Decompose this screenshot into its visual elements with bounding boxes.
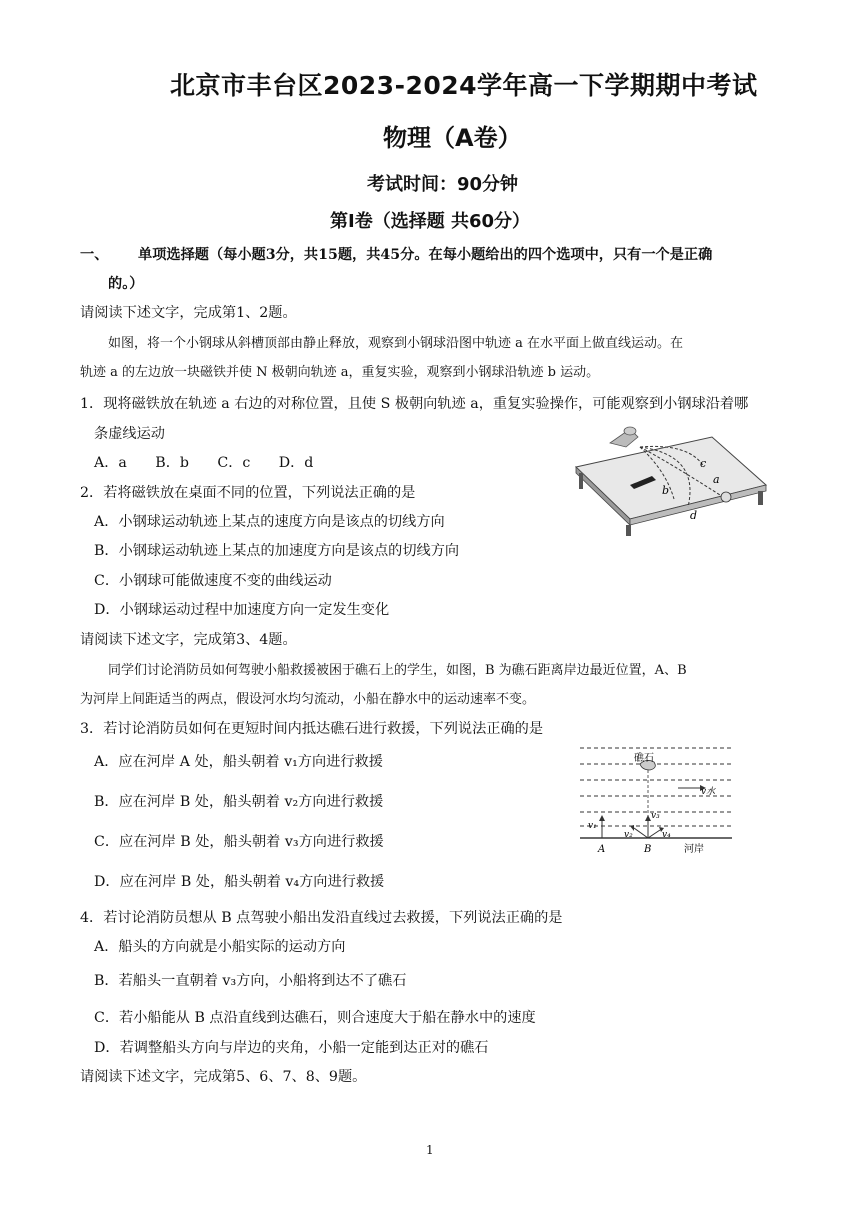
section-number: 一、 xyxy=(80,247,109,263)
figure2-rock-label: 礁石 xyxy=(634,753,654,764)
group2-passage-line1: 同学们讨论消防员如何驾驶小船救援被困于礁石上的学生，如图，B 为礁石距离岸边最近位置，A、B xyxy=(108,663,687,678)
q3-option-a: A．应在河岸 A 处，船头朝着 v₁方向进行救援 xyxy=(94,754,383,770)
group1-intro: 请阅读下述文字，完成第1、2题。 xyxy=(80,305,297,321)
q3-option-d: D．应在河岸 B 处，船头朝着 v₄方向进行救援 xyxy=(94,874,385,890)
exam-part: 第Ⅰ卷（选择题 共60分） xyxy=(330,211,531,232)
exam-title: 北京市丰台区2023-2024学年高一下学期期中考试 xyxy=(170,71,758,100)
q3-option-c: C．应在河岸 B 处，船头朝着 v₃方向进行救援 xyxy=(94,834,384,850)
section-instruction-line2: 的。） xyxy=(108,276,144,292)
figure2-v2-label: v₂ xyxy=(624,830,633,840)
figure1-label-c: c xyxy=(700,457,707,470)
group2-passage-line2: 为河岸上间距适当的两点，假设河水均匀流动，小船在静水中的运动速率不变。 xyxy=(80,692,536,707)
q4-option-d: D．若调整船头方向与岸边的夹角，小船一定能到达正对的礁石 xyxy=(94,1040,489,1056)
q3-option-b: B．应在河岸 B 处，船头朝着 v₂方向进行救援 xyxy=(94,794,384,810)
q1-stem-line1: 1．现将磁铁放在轨迹 a 右边的对称位置，且使 S 极朝向轨迹 a，重复实验操作，可能观察到小钢球沿着哪 xyxy=(80,396,749,412)
q3-stem: 3．若讨论消防员如何在更短时间内抵达礁石进行救援，下列说法正确的是 xyxy=(80,721,544,737)
q2-stem: 2．若将磁铁放在桌面不同的位置，下列说法正确的是 xyxy=(80,485,416,501)
figure2-point-a: A xyxy=(598,844,606,855)
figure2-water-label: v水 xyxy=(701,787,716,797)
q4-option-b: B．若船头一直朝着 v₃方向，小船将到达不了礁石 xyxy=(94,973,407,989)
figure1-label-d: d xyxy=(690,509,698,522)
q2-option-b: B．小钢球运动轨迹上某点的加速度方向是该点的切线方向 xyxy=(94,543,460,559)
figure1-label-a: a xyxy=(713,473,720,486)
figure2-point-b: B xyxy=(644,844,652,855)
q1-stem-line2: 条虚线运动 xyxy=(94,426,165,442)
page-number: 1 xyxy=(426,1143,434,1157)
section-instruction-line1: 单项选择题（每小题3分，共15题，共45分。在每小题给出的四个选项中，只有一个是正确 xyxy=(138,247,713,263)
q4-stem: 4．若讨论消防员想从 B 点驾驶小船出发沿直线过去救援，下列说法正确的是 xyxy=(80,910,563,926)
figure-steel-ball-table xyxy=(570,425,770,537)
figure2-v1-label: v₁ xyxy=(588,821,597,831)
group1-passage-line1: 如图，将一个小钢球从斜槽顶部由静止释放，观察到小钢球沿图中轨迹 a 在水平面上做直线运动。在 xyxy=(108,336,684,351)
exam-duration: 考试时间：90分钟 xyxy=(367,174,519,195)
figure2-bank-label: 河岸 xyxy=(684,844,704,855)
figure2-v4-label: v₄ xyxy=(662,830,671,840)
q2-option-d: D．小钢球运动过程中加速度方向一定发生变化 xyxy=(94,602,390,618)
group1-passage-line2: 轨迹 a 的左边放一块磁铁并使 N 极朝向轨迹 a，重复实验，观察到小钢球沿轨迹 b 运动。 xyxy=(80,365,600,380)
figure1-label-b: b xyxy=(662,484,670,497)
figure2-v3-label: v₃ xyxy=(651,811,660,821)
group2-intro: 请阅读下述文字，完成第3、4题。 xyxy=(80,632,297,648)
q1-options: A．a B．b C．c D．d xyxy=(94,455,314,471)
q4-option-c: C．若小船能从 B 点沿直线到达礁石，则合速度大于船在静水中的速度 xyxy=(94,1010,536,1026)
group3-intro: 请阅读下述文字，完成第5、6、7、8、9题。 xyxy=(80,1069,367,1085)
exam-subject: 物理（A卷） xyxy=(383,124,522,152)
q2-option-a: A．小钢球运动轨迹上某点的速度方向是该点的切线方向 xyxy=(94,514,445,530)
q4-option-a: A．船头的方向就是小船实际的运动方向 xyxy=(94,939,346,955)
figure-river-rescue xyxy=(578,742,734,856)
q2-option-c: C．小钢球可能做速度不变的曲线运动 xyxy=(94,573,332,589)
